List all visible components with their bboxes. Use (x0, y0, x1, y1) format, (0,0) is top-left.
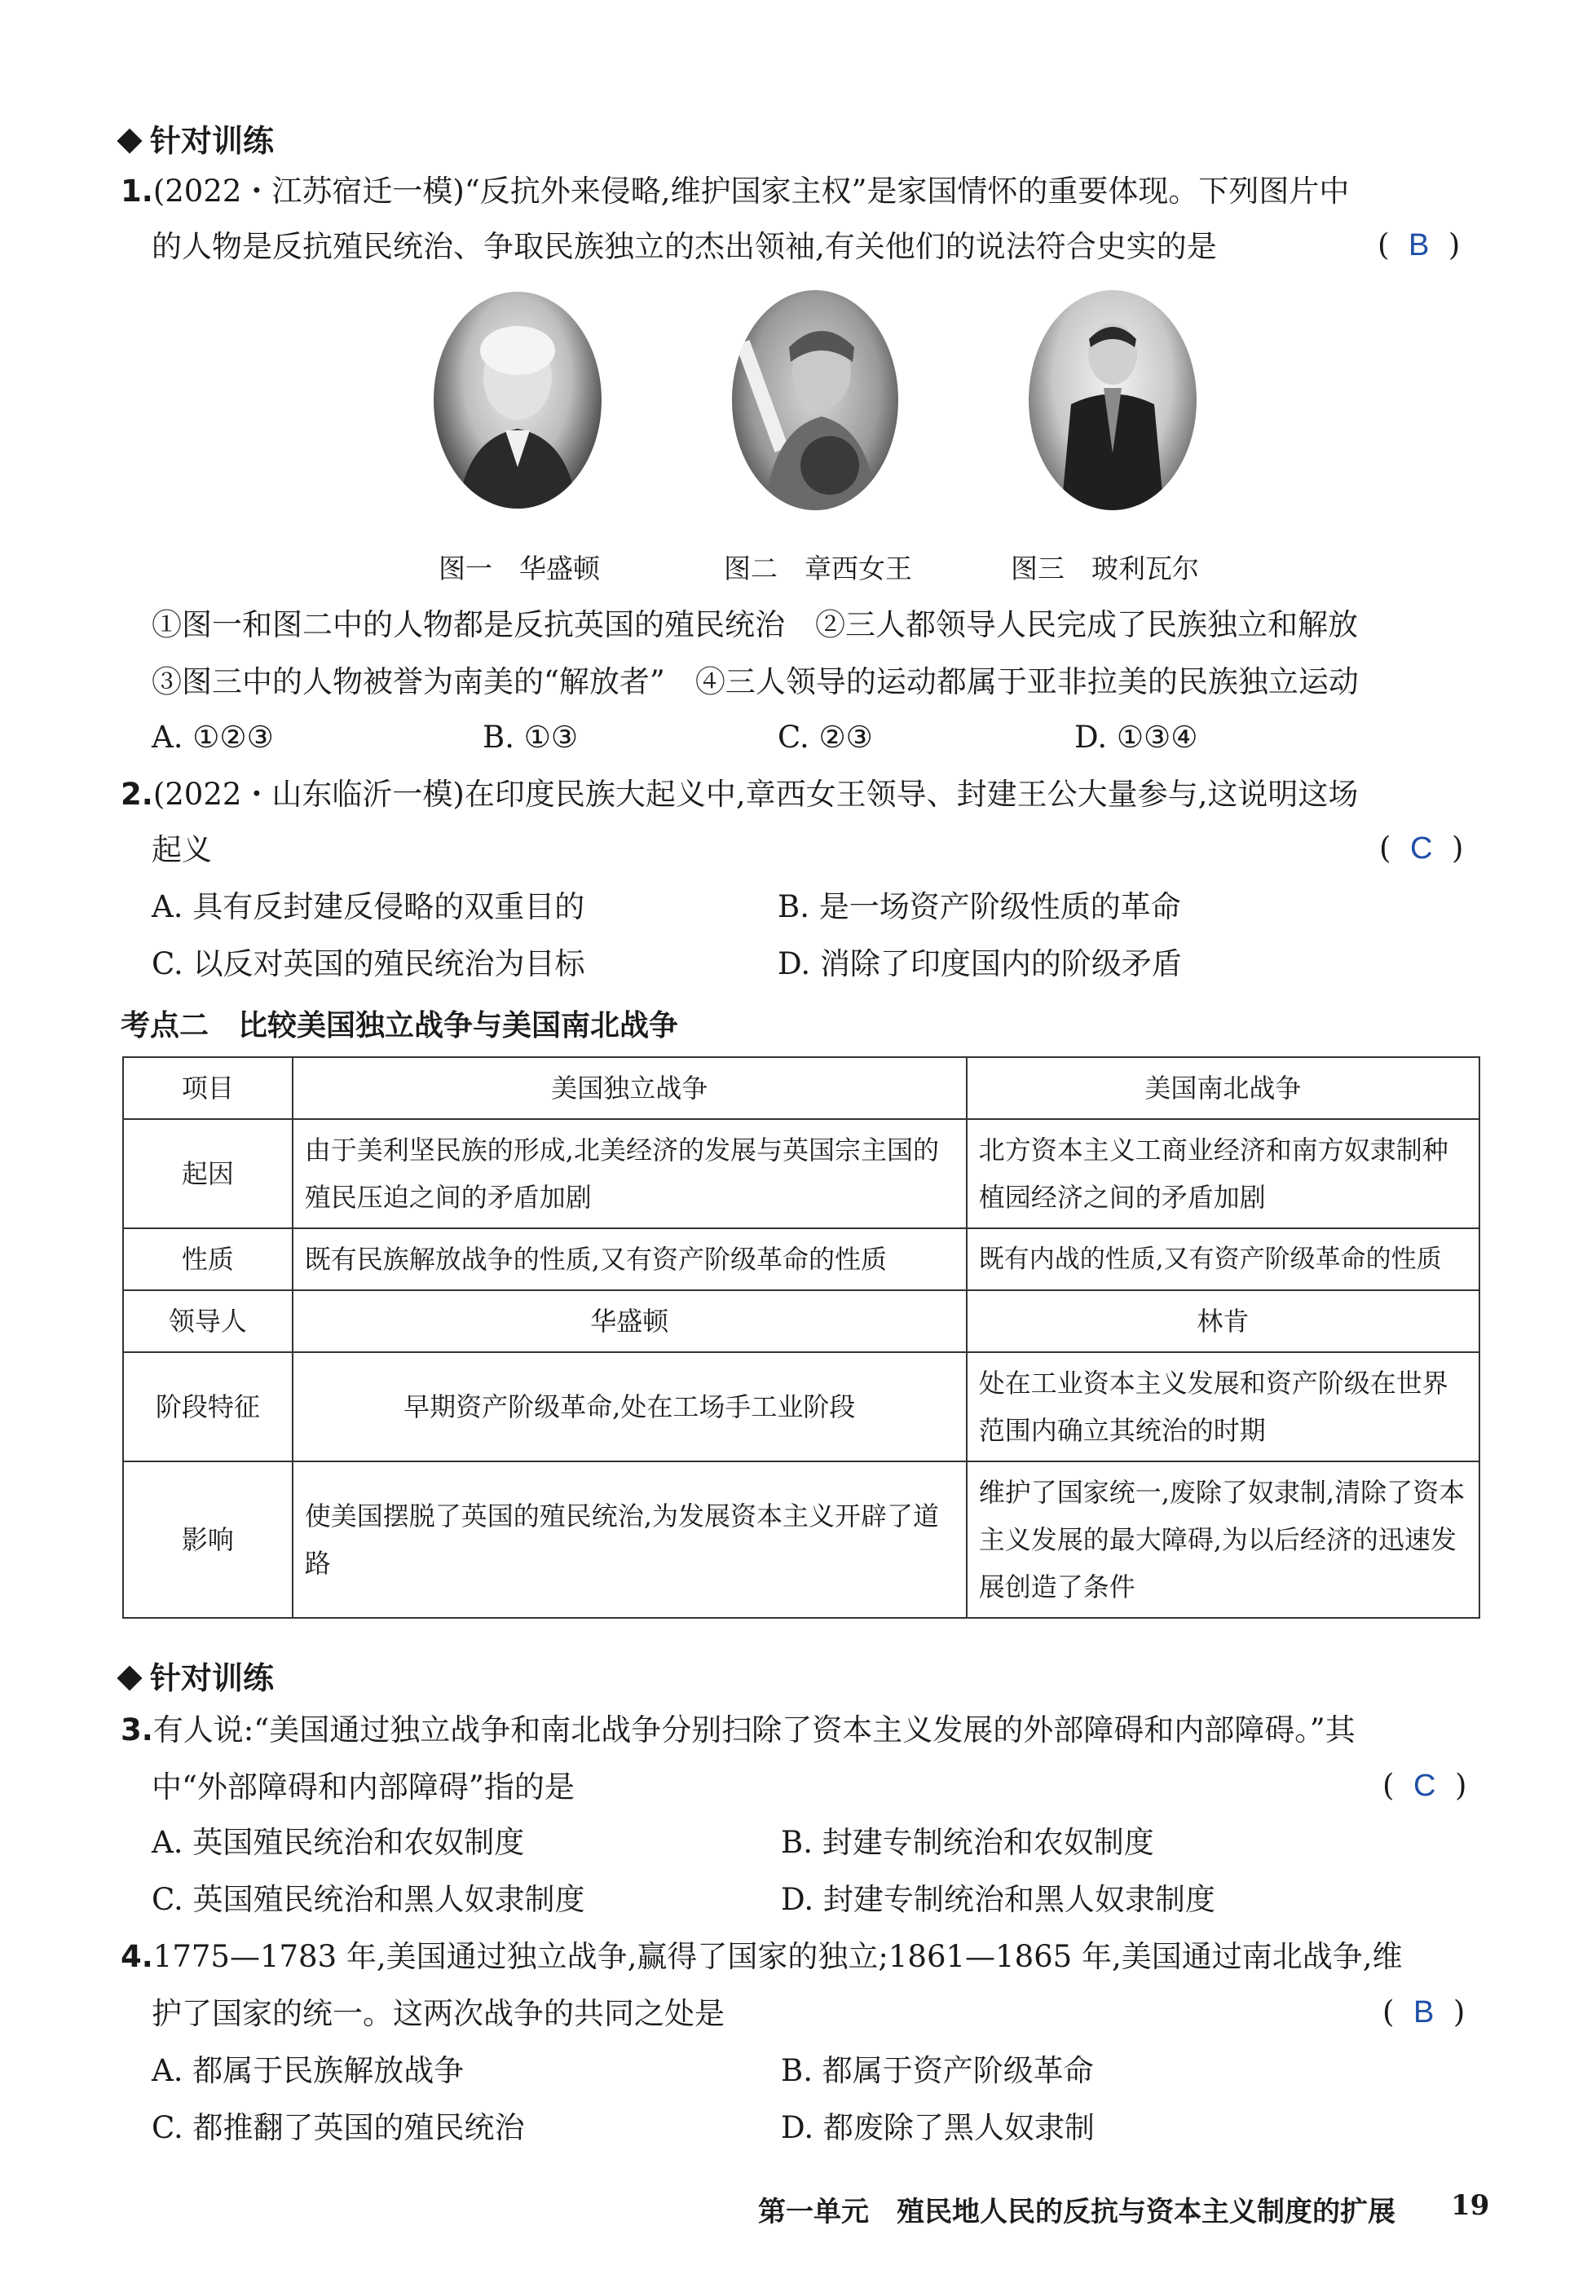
option-c: C. 都推翻了英国的殖民统治 (152, 2110, 525, 2145)
option-b: B. 都属于资产阶级革命 (781, 2053, 1094, 2088)
question-1-line-2 (152, 218, 1217, 275)
option-a: A. ①②③ (152, 720, 274, 755)
table-cell: 华盛顿 (293, 1290, 967, 1352)
diamond-bullet-icon (117, 1665, 142, 1690)
option-d: D. 都废除了黑人奴隶制 (781, 2110, 1095, 2145)
answer-bracket: ( B ) (1378, 227, 1461, 262)
answer-bracket: ( C ) (1382, 1768, 1467, 1803)
table-header: 美国南北战争 (967, 1057, 1479, 1119)
option-c: C. 英国殖民统治和黑人奴隶制度 (152, 1882, 585, 1917)
page-number: 19 (1451, 2189, 1490, 2222)
option-b: B. 是一场资产阶级性质的革命 (778, 889, 1181, 924)
option-d: D. 消除了印度国内的阶级矛盾 (778, 946, 1182, 981)
question-4-line-1 (121, 1928, 1403, 1985)
option-d: D. ①③④ (1074, 720, 1198, 755)
table-cell: 使美国摆脱了英国的殖民统治,为发展资本主义开辟了道路 (293, 1461, 967, 1618)
answer-bracket: ( B ) (1382, 1994, 1466, 2029)
table-cell: 维护了国家统一,废除了奴隶制,清除了资本主义发展的最大障碍,为以后经济的迅速发展创造了条件 (967, 1461, 1479, 1618)
question-number: 2. (121, 777, 153, 812)
table-row (123, 1119, 1479, 1228)
table-header: 项目 (123, 1057, 293, 1119)
option-a: A. 具有反封建反侵略的双重目的 (152, 889, 585, 924)
option-d: D. 封建专制统治和黑人奴隶制度 (781, 1882, 1215, 1917)
question-number: 4. (121, 1939, 153, 1974)
statements-line-2: ③图三中的人物被誉为南美的“解放者” ④三人领导的运动都属于亚非拉美的民族独立运动 (152, 664, 1359, 699)
section-title-comparison: 考点二 比较美国独立战争与美国南北战争 (121, 1009, 679, 1042)
answer-letter: B (1408, 228, 1430, 262)
table-row (123, 1352, 1479, 1461)
question-number: 3. (121, 1712, 153, 1747)
table-cell: 既有民族解放战争的性质,又有资产阶级革命的性质 (293, 1228, 967, 1290)
question-text: (2022・江苏宿迁一模)“反抗外来侵略,维护国家主权”是家国情怀的重要体现。下列图片中 (152, 174, 1350, 209)
option-c: C. 以反对英国的殖民统治为目标 (152, 946, 585, 981)
option-a: A. 都属于民族解放战争 (152, 2053, 465, 2088)
portrait-rani-of-jhansi (732, 290, 898, 510)
question-4-line-2: 护了国家的统一。这两次战争的共同之处是 (152, 1996, 725, 2031)
table-row (123, 1290, 1479, 1352)
row-label: 影响 (123, 1461, 293, 1618)
question-text: 的人物是反抗殖民统治、争取民族独立的杰出领袖,有关他们的说法符合史实的是 (152, 229, 1217, 264)
row-label: 阶段特征 (123, 1352, 293, 1461)
section-heading-practice: 针对训练 (121, 116, 274, 161)
question-text: 1775—1783 年,美国通过独立战争,赢得了国家的独立;1861—1865 年,美国通过南北战争,维 (152, 1939, 1403, 1974)
answer-letter: B (1413, 1995, 1435, 2029)
answer-bracket: ( C ) (1379, 831, 1464, 866)
comparison-table (122, 1056, 1480, 1619)
statements-line-1: ①图一和图二中的人物都是反抗英国的殖民统治 ②三人都领导人民完成了民族独立和解放 (152, 607, 1358, 642)
question-number: 1. (121, 174, 153, 209)
question-3-line-1 (121, 1702, 1356, 1759)
question-1-line-1 (121, 163, 1349, 220)
question-3-line-2: 中“外部障碍和内部障碍”指的是 (152, 1769, 575, 1805)
caption-figure-2: 图二 章西女王 (724, 553, 912, 584)
answer-letter: C (1413, 1769, 1436, 1803)
option-a: A. 英国殖民统治和农奴制度 (152, 1825, 525, 1860)
row-label: 领导人 (123, 1290, 293, 1352)
portrait-bolivar (1029, 290, 1197, 510)
question-text: 有人说:“美国通过独立战争和南北战争分别扫除了资本主义发展的外部障碍和内部障碍。”其 (152, 1712, 1356, 1747)
table-cell: 林肯 (967, 1290, 1479, 1352)
option-b: B. ①③ (483, 720, 579, 755)
washington-illustration (434, 292, 602, 509)
caption-figure-1: 图一 华盛顿 (439, 553, 600, 584)
table-cell: 由于美利坚民族的形成,北美经济的发展与英国宗主国的殖民压迫之间的矛盾加剧 (293, 1119, 967, 1228)
caption-figure-3: 图三 玻利瓦尔 (1011, 553, 1199, 584)
portrait-washington (434, 292, 602, 509)
question-2-line-2: 起义 (152, 832, 212, 867)
table-row (123, 1228, 1479, 1290)
diamond-bullet-icon (117, 128, 142, 153)
question-text: (2022・山东临沂一模)在印度民族大起义中,章西女王领导、封建王公大量参与,这说明这场 (152, 777, 1359, 812)
footer-unit-title: 第一单元 殖民地人民的反抗与资本主义制度的扩展 (758, 2196, 1395, 2228)
section-heading-practice: 针对训练 (121, 1653, 274, 1698)
table-cell: 处在工业资本主义发展和资产阶级在世界范围内确立其统治的时期 (967, 1352, 1479, 1461)
row-label: 性质 (123, 1228, 293, 1290)
table-row (123, 1461, 1479, 1618)
row-label: 起因 (123, 1119, 293, 1228)
bolivar-illustration (1029, 290, 1197, 510)
table-header-row (123, 1057, 1479, 1119)
option-c: C. ②③ (778, 720, 873, 755)
table-header: 美国独立战争 (293, 1057, 967, 1119)
question-2-line-1 (121, 766, 1358, 823)
answer-letter: C (1409, 831, 1433, 866)
table-cell: 既有内战的性质,又有资产阶级革命的性质 (967, 1228, 1479, 1290)
table-cell: 早期资产阶级革命,处在工场手工业阶段 (293, 1352, 967, 1461)
option-b: B. 封建专制统治和农奴制度 (781, 1825, 1154, 1860)
rani-illustration (732, 290, 898, 510)
table-cell: 北方资本主义工商业经济和南方奴隶制种植园经济之间的矛盾加剧 (967, 1119, 1479, 1228)
